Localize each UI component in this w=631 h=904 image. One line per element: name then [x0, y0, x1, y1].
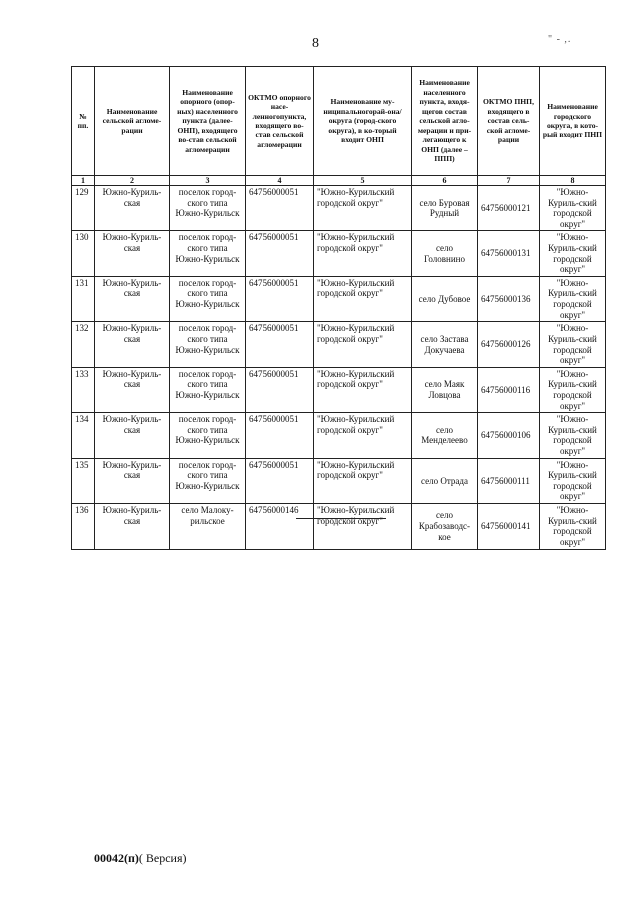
- cell-onp: поселок город-ского типа Южно-Курильск: [170, 413, 246, 458]
- column-number: 1: [72, 176, 95, 186]
- cell-municipality: "Южно-Курильский городской округ": [314, 458, 412, 503]
- cell-oktmo-onp: 64756000051: [246, 322, 314, 367]
- table-row: [72, 413, 606, 458]
- document-code: 00042(п): [94, 851, 139, 865]
- table-row: [72, 322, 606, 367]
- version-label: ( Версия): [138, 851, 187, 865]
- cell-oktmo-pnp: 64756000116: [478, 367, 540, 412]
- header-cell-okrug: Наименование городского округа, в кото-рый входит ПНП: [540, 67, 606, 176]
- cell-municipality: "Южно-Курильский городской округ": [314, 231, 412, 276]
- cell-row-number: 130: [72, 231, 95, 276]
- cell-okrug: "Южно-Куриль-ский городской округ": [540, 276, 606, 321]
- table-row: [72, 504, 606, 549]
- cell-row-number: 135: [72, 458, 95, 503]
- cell-municipality: "Южно-Курильский городской округ": [314, 322, 412, 367]
- cell-row-number: 136: [72, 504, 95, 549]
- cell-oktmo-onp: 64756000051: [246, 231, 314, 276]
- cell-onp: поселок город-ского типа Южно-Курильск: [170, 367, 246, 412]
- cell-oktmo-onp: 64756000051: [246, 458, 314, 503]
- cell-pnp: село Буровая Рудный: [412, 186, 478, 231]
- closing-divider: [296, 518, 386, 519]
- agglomeration-table: [71, 66, 606, 550]
- cell-agglomeration: Южно-Куриль-ская: [95, 186, 170, 231]
- header-cell-municipality: Наименование му-ниципальногорай-она/округа (город-ского округа), в ко-торый входит ОНП: [314, 67, 412, 176]
- cell-oktmo-pnp: 64756000111: [478, 458, 540, 503]
- cell-okrug: "Южно-Куриль-ский городской округ": [540, 231, 606, 276]
- cell-oktmo-pnp: 64756000136: [478, 276, 540, 321]
- cell-onp: поселок город-ского типа Южно-Курильск: [170, 276, 246, 321]
- table-row: [72, 186, 606, 231]
- header-cell-oktmo-pnp: ОКТМО ПНП, входящего в состав сель-ской агломе-рации: [478, 67, 540, 176]
- header-cell-oktmo-onp: ОКТМО опорного насе-ленногопункта, входящего вo-став сельской агломерации: [246, 67, 314, 176]
- column-number: 7: [478, 176, 540, 186]
- cell-okrug: "Южно-Куриль-ский городской округ": [540, 367, 606, 412]
- cell-agglomeration: Южно-Куриль-ская: [95, 413, 170, 458]
- cell-agglomeration: Южно-Куриль-ская: [95, 367, 170, 412]
- cell-row-number: 132: [72, 322, 95, 367]
- page-number: 8: [312, 36, 319, 51]
- cell-agglomeration: Южно-Куриль-ская: [95, 322, 170, 367]
- table-row: [72, 367, 606, 412]
- cell-okrug: "Южно-Куриль-ский городской округ": [540, 458, 606, 503]
- cell-municipality: "Южно-Курильский городской округ": [314, 413, 412, 458]
- cell-oktmo-onp: 64756000146: [246, 504, 314, 549]
- table-row: [72, 458, 606, 503]
- cell-okrug: "Южно-Куриль-ский городской округ": [540, 413, 606, 458]
- header-cell-pnp: Наименование населенного пункта, входя-щегов состав сельской агло-мерации и при-легающего к ОНП (далее – ППП): [412, 67, 478, 176]
- column-number: 4: [246, 176, 314, 186]
- cell-municipality: "Южно-Курильский городской округ": [314, 186, 412, 231]
- table-row: [72, 231, 606, 276]
- cell-oktmo-pnp: 64756000141: [478, 504, 540, 549]
- cell-municipality: "Южно-Курильский городской округ": [314, 367, 412, 412]
- column-number: 6: [412, 176, 478, 186]
- cell-oktmo-onp: 64756000051: [246, 186, 314, 231]
- column-number: 2: [95, 176, 170, 186]
- column-number: 5: [314, 176, 412, 186]
- column-number: 3: [170, 176, 246, 186]
- cell-agglomeration: Южно-Куриль-ская: [95, 231, 170, 276]
- header-row: [72, 67, 606, 176]
- cell-pnp: село Менделеево: [412, 413, 478, 458]
- cell-pnp: село Отрада: [412, 458, 478, 503]
- cell-oktmo-onp: 64756000051: [246, 367, 314, 412]
- cell-onp: село Малоку-рильское: [170, 504, 246, 549]
- cell-oktmo-pnp: 64756000106: [478, 413, 540, 458]
- cell-oktmo-pnp: 64756000121: [478, 186, 540, 231]
- cell-pnp: село Маяк Ловцова: [412, 367, 478, 412]
- cell-okrug: "Южно-Куриль-ский городской округ": [540, 322, 606, 367]
- cell-oktmo-onp: 64756000051: [246, 276, 314, 321]
- cell-onp: поселок город-ского типа Южно-Курильск: [170, 186, 246, 231]
- header-cell-num: № пп.: [72, 67, 95, 176]
- header-cell-agglomeration: Наименование сельской агломе-рации: [95, 67, 170, 176]
- cell-okrug: "Южно-Куриль-ский городской округ": [540, 186, 606, 231]
- cell-municipality: "Южно-Курильский городской округ": [314, 276, 412, 321]
- cell-row-number: 134: [72, 413, 95, 458]
- scan-mark: " - ,.: [548, 34, 572, 45]
- cell-agglomeration: Южно-Куриль-ская: [95, 276, 170, 321]
- cell-onp: поселок город-ского типа Южно-Курильск: [170, 322, 246, 367]
- column-number-row: [72, 176, 606, 186]
- cell-oktmo-pnp: 64756000126: [478, 322, 540, 367]
- cell-row-number: 129: [72, 186, 95, 231]
- header-cell-onp: Наименование опорного (опор-ных) населенного пункта (далее-ОНП), входящего вo-став сельской агломерации: [170, 67, 246, 176]
- cell-pnp: село Застава Докучаева: [412, 322, 478, 367]
- footer-code: [94, 851, 187, 866]
- cell-row-number: 133: [72, 367, 95, 412]
- cell-municipality: "Южно-Курильский городской округ": [314, 504, 412, 549]
- cell-oktmo-pnp: 64756000131: [478, 231, 540, 276]
- column-number: 8: [540, 176, 606, 186]
- cell-agglomeration: Южно-Куриль-ская: [95, 504, 170, 549]
- table-row: [72, 276, 606, 321]
- cell-pnp: село Крабозаводс-кое: [412, 504, 478, 549]
- cell-pnp: село Головнино: [412, 231, 478, 276]
- cell-onp: поселок город-ского типа Южно-Курильск: [170, 458, 246, 503]
- cell-okrug: "Южно-Куриль-ский городской округ": [540, 504, 606, 549]
- cell-row-number: 131: [72, 276, 95, 321]
- cell-oktmo-onp: 64756000051: [246, 413, 314, 458]
- cell-agglomeration: Южно-Куриль-ская: [95, 458, 170, 503]
- cell-onp: поселок город-ского типа Южно-Курильск: [170, 231, 246, 276]
- cell-pnp: село Дубовое: [412, 276, 478, 321]
